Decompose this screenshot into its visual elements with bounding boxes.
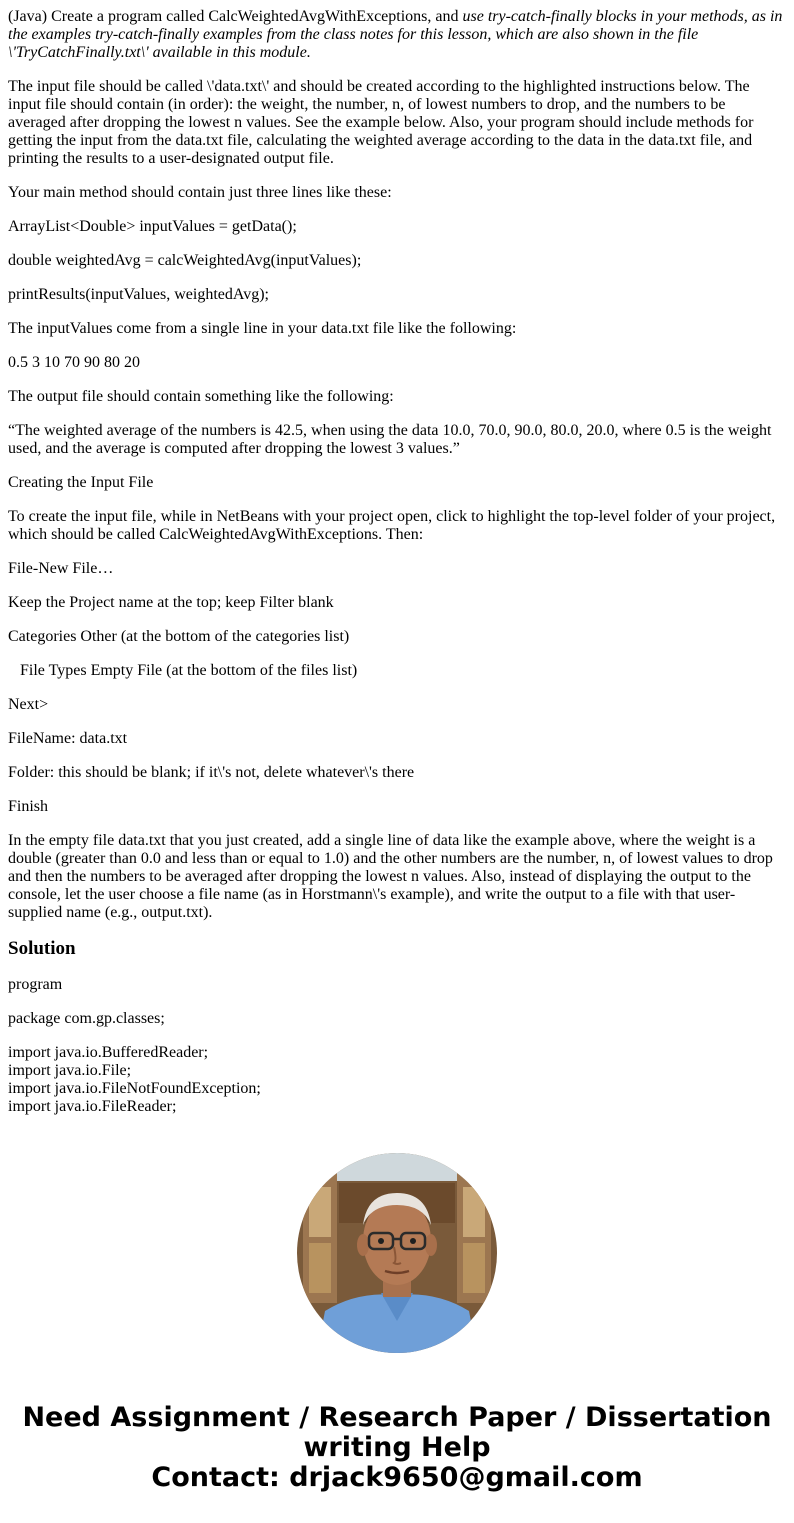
input-values-intro: The inputValues come from a single line in your data.txt file like the following:	[8, 320, 517, 337]
article-content	[8, 8, 786, 1116]
import-list	[8, 1044, 786, 1116]
promo-line-1: Need Assignment / Research Paper / Dissertation	[22, 1402, 772, 1433]
step-folder: Folder: this should be blank; if it\'s not, delete whatever\'s there	[8, 764, 415, 781]
main-line-3: printResults(inputValues, weightedAvg);	[8, 286, 269, 303]
section-title: Creating the Input File	[8, 474, 154, 491]
package-line: package com.gp.classes;	[8, 1010, 165, 1027]
promo-contact: Contact: drjack9650@gmail.com	[151, 1462, 643, 1493]
intro-italic: use try-catch-finally blocks in your methods, as in the examples try-catch-finally examples from the class notes for this lesson, which are also shown in the file \'TryCatchFinally.txt\' available in this module.	[8, 8, 783, 61]
closing-paragraph: In the empty file data.txt that you just created, add a single line of data like the example above, where the weight is a double (greater than 0.0 and less than or equal to 1.0) and the other numbers are the number, n, of lowest values to drop and then the numbers to be averaged after dropping the lowest n values. Also, instead of displaying the output to the console, let the user choose a file name (as in Horstmann\'s example), and write the output to a file with that user-supplied name (e.g., output.txt).	[8, 832, 773, 921]
import-line: import java.io.File;	[8, 1062, 132, 1079]
import-line: import java.io.FileNotFoundException;	[8, 1080, 261, 1097]
step-finish: Finish	[8, 798, 49, 815]
intro-plain: (Java) Create a program called CalcWeightedAvgWithExceptions, and	[8, 8, 463, 25]
create-intro: To create the input file, while in NetBeans with your project open, click to highlight the top-level folder of your project, which should be called CalcWeightedAvgWithExceptions. Then:	[8, 508, 776, 543]
output-intro: The output file should contain something like the following:	[8, 388, 394, 405]
question-intro	[8, 8, 786, 62]
input-example: 0.5 3 10 70 90 80 20	[8, 354, 140, 371]
import-line: import java.io.BufferedReader;	[8, 1044, 209, 1061]
solution-label: program	[8, 976, 63, 993]
promo-line-2: writing Help	[303, 1432, 491, 1463]
step-file-name: FileName: data.txt	[8, 730, 128, 747]
step-categories: Categories Other (at the bottom of the categories list)	[8, 628, 350, 645]
step-keep-project: Keep the Project name at the top; keep Filter blank	[8, 594, 334, 611]
step-file-new: File-New File…	[8, 560, 114, 577]
step-file-types: File Types Empty File (at the bottom of the files list)	[20, 662, 358, 679]
step-next: Next>	[8, 696, 49, 713]
main-method-intro: Your main method should contain just three lines like these:	[8, 184, 392, 201]
promo-banner	[0, 1403, 794, 1493]
input-file-paragraph: The input file should be called \'data.txt\' and should be created according to the highlighted instructions below. The input file should contain (in order): the weight, the number, n, of lowest numbers to drop, and the numbers to be averaged after dropping the lowest n values. See the example below. Also, your program should include methods for getting the input from the data.txt file, calculating the weighted average according to the data in the data.txt file, and printing the results to a user-designated output file.	[8, 78, 754, 167]
author-portrait	[297, 1153, 497, 1353]
main-line-2: double weightedAvg = calcWeightedAvg(inputValues);	[8, 252, 362, 269]
import-line: import java.io.FileReader;	[8, 1098, 177, 1115]
portrait-illustration	[297, 1153, 497, 1353]
main-line-1: ArrayList<Double> inputValues = getData();	[8, 218, 297, 235]
output-example: “The weighted average of the numbers is 42.5, when using the data 10.0, 70.0, 90.0, 80.0, 20.0, where 0.5 is the weight used, and the average is computed after dropping the lowest 3 values.”	[8, 422, 772, 457]
solution-heading: Solution	[8, 938, 76, 959]
